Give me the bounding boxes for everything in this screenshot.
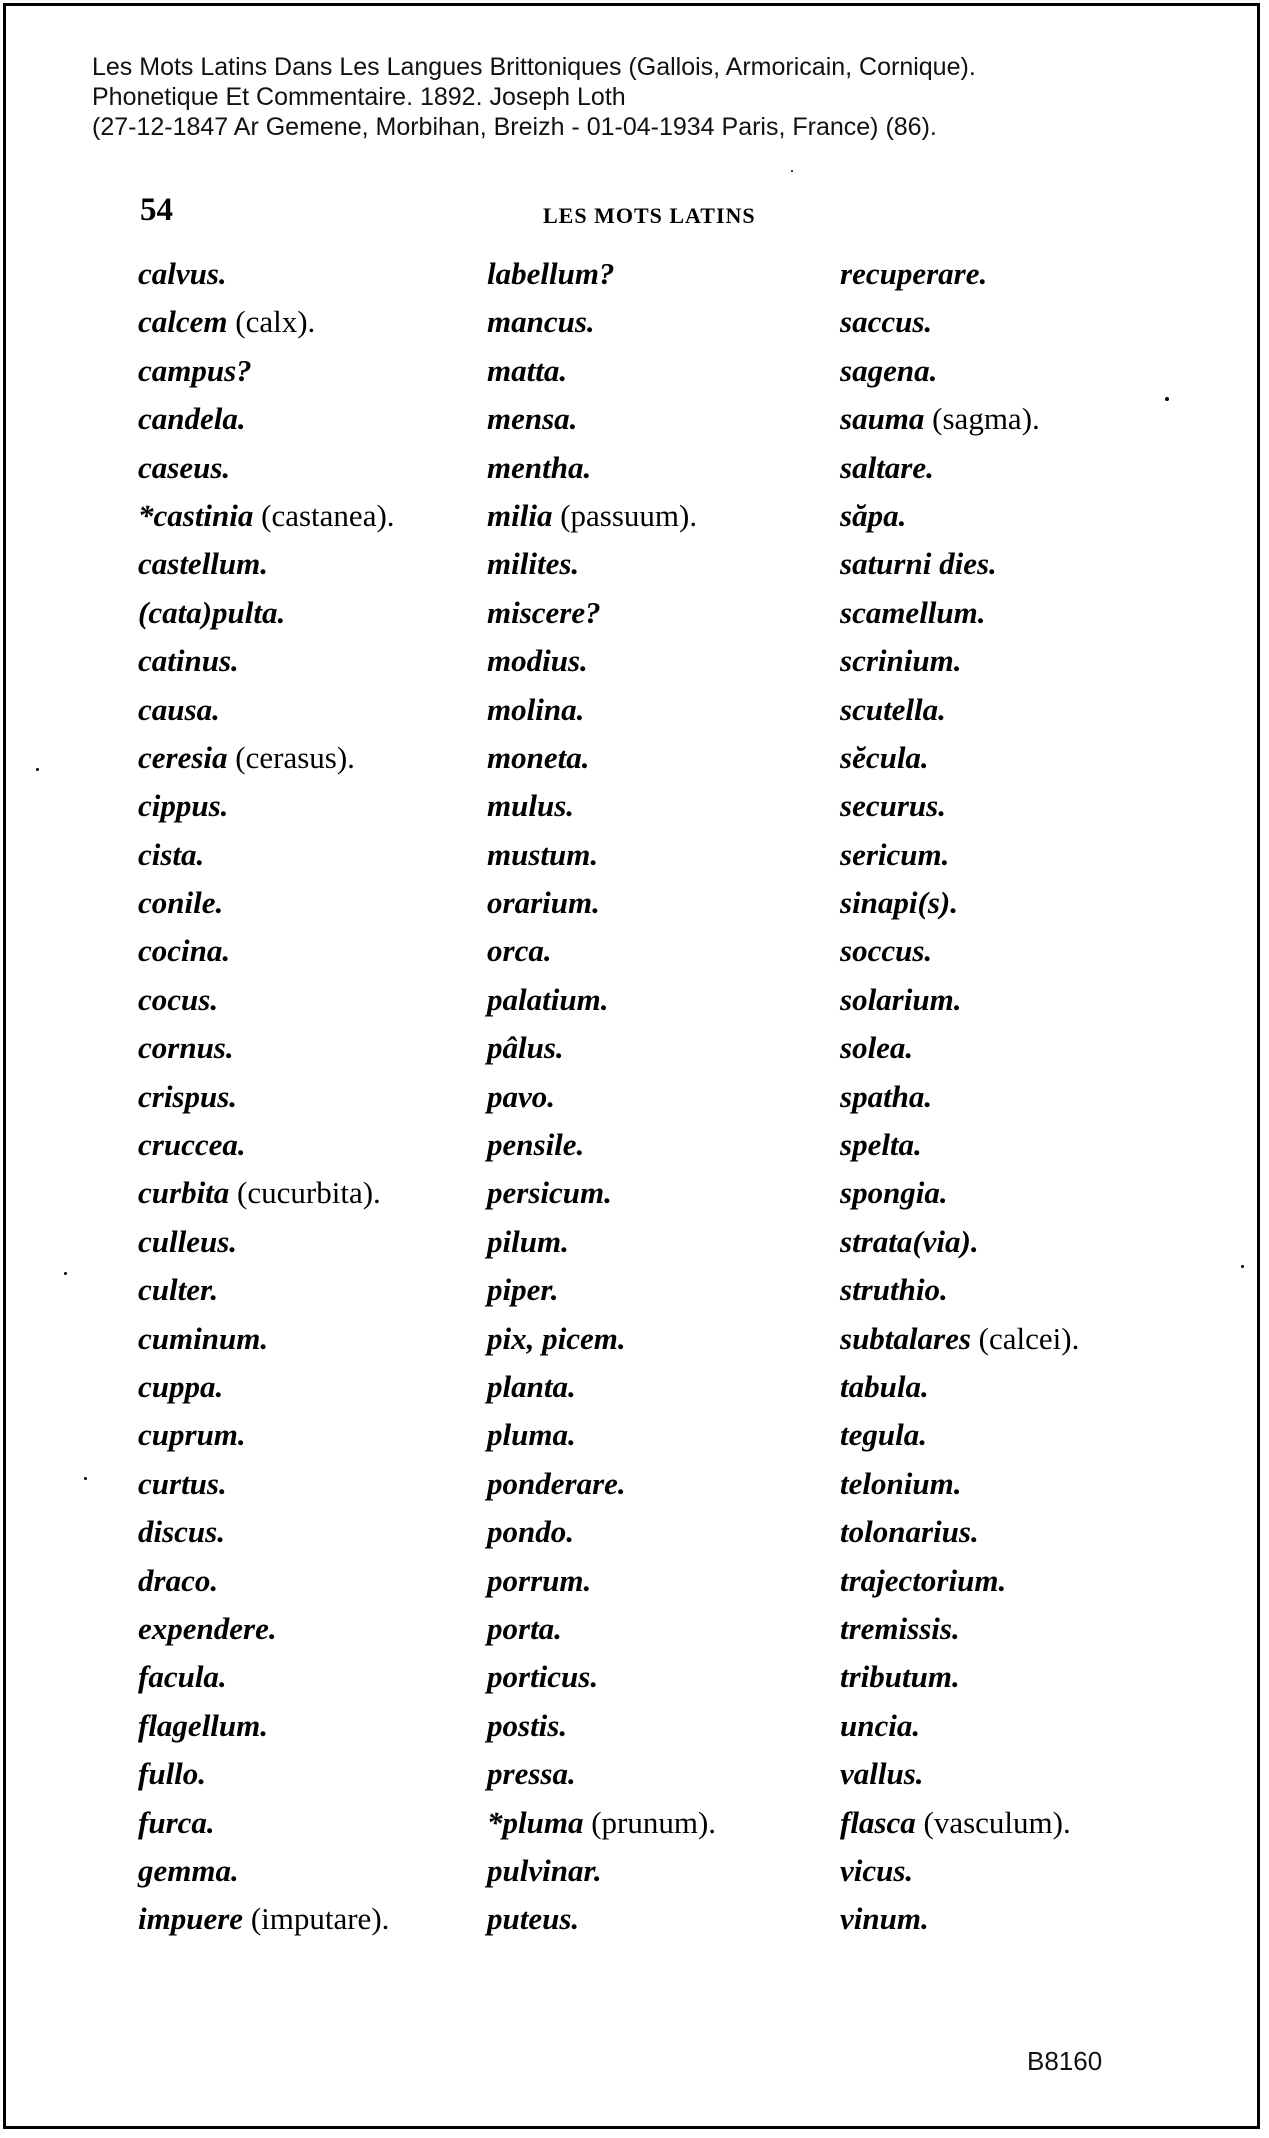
word-entry [487,1460,716,1508]
latin-word: orca. [487,933,552,969]
latin-word: tolonarius. [840,1514,979,1550]
word-entry [840,637,1079,685]
latin-word: porta. [487,1610,562,1646]
word-entry [487,927,716,975]
classical-gloss: (vasculum). [915,1804,1071,1840]
latin-word: porrum. [487,1562,592,1598]
latin-word: caseus. [138,449,231,485]
word-entry [840,686,1079,734]
latin-word: spatha. [840,1078,933,1114]
latin-word: discus. [138,1514,225,1550]
word-entry [840,1653,1079,1701]
word-entry [840,540,1079,588]
word-entry [840,782,1079,830]
word-entry [840,1121,1079,1169]
word-entry [840,347,1079,395]
word-entry [487,1750,716,1798]
latin-word: mancus. [487,304,595,340]
scan-speck [64,1272,67,1275]
latin-word: mensa. [487,401,578,437]
catalog-code: B8160 [1027,2046,1103,2076]
word-entry [487,1218,716,1266]
latin-word: *pluma [487,1804,584,1840]
word-entry [487,589,716,637]
latin-word: miscere? [487,594,601,630]
word-entry [840,879,1079,927]
word-entry [138,1266,395,1314]
classical-gloss: (cucurbita). [229,1175,381,1211]
word-entry [138,1605,395,1653]
latin-word: fullo. [138,1756,207,1792]
classical-gloss: (sagma). [924,401,1040,437]
word-entry [138,879,395,927]
latin-word: flagellum. [138,1707,269,1743]
latin-word: recuperare. [840,256,988,291]
latin-word: subtalares [840,1320,971,1356]
word-entry [840,1411,1079,1459]
word-entry [138,395,395,443]
latin-word: ponderare. [487,1465,626,1501]
word-entry [138,444,395,492]
classical-gloss: (calcei). [970,1320,1080,1356]
latin-word: milites. [487,546,580,582]
word-column-1 [138,250,395,1944]
word-entry [138,1895,395,1943]
latin-word: expendere. [138,1610,277,1646]
word-entry [840,1557,1079,1605]
latin-word: planta. [487,1368,576,1404]
word-entry [487,1847,716,1895]
latin-word: tabula. [840,1368,929,1404]
word-entry [138,1557,395,1605]
latin-word: spongia. [840,1175,948,1211]
word-entry [487,1024,716,1072]
latin-word: struthio. [840,1272,948,1308]
word-entry [487,1121,716,1169]
word-entry [138,1218,395,1266]
latin-word: gemma. [138,1852,239,1888]
word-entry [487,1169,716,1217]
latin-word: saltare. [840,449,934,485]
word-entry [138,1799,395,1847]
word-entry [840,1073,1079,1121]
latin-word: scrinium. [840,643,962,679]
classical-gloss: (passuum). [552,497,698,533]
word-entry [487,1605,716,1653]
latin-word: culter. [138,1272,219,1308]
latin-word: tributum. [840,1659,960,1695]
word-entry [840,927,1079,975]
classical-gloss: (cerasus). [227,739,355,775]
word-entry [840,1266,1079,1314]
latin-word: mulus. [487,788,575,824]
latin-word: vicus. [840,1852,914,1888]
latin-word: cocus. [138,981,219,1017]
word-entry [487,1363,716,1411]
latin-word: uncia. [840,1707,921,1743]
latin-word: castellum. [138,546,269,582]
latin-word: soccus. [840,933,933,969]
word-entry [487,444,716,492]
latin-word: milia [487,497,553,533]
latin-word: cuminum. [138,1320,269,1356]
classical-gloss: (calx). [227,304,316,340]
word-entry [487,1266,716,1314]
word-entry [138,637,395,685]
latin-word: puteus. [487,1901,580,1937]
word-entry [487,1073,716,1121]
latin-word: saccus. [840,304,933,340]
latin-word: sĕcula. [840,739,929,775]
latin-word: solarium. [840,981,962,1017]
latin-word: molina. [487,691,585,727]
word-entry [487,1508,716,1556]
latin-word: matta. [487,352,568,388]
latin-word: trajectorium. [840,1562,1007,1598]
latin-word: securus. [840,788,946,824]
latin-word: orarium. [487,885,600,921]
latin-word: sauma [840,401,925,437]
word-entry [138,927,395,975]
word-entry [840,976,1079,1024]
latin-word: saturni dies. [840,546,997,582]
scan-speck [84,1477,87,1480]
latin-word: calvus. [138,256,227,291]
word-entry [840,1895,1079,1943]
latin-word: telonium. [840,1465,962,1501]
scan-speck [1165,397,1169,401]
word-entry [138,1653,395,1701]
latin-word: vinum. [840,1901,929,1937]
latin-word: porticus. [487,1659,599,1695]
word-entry [487,395,716,443]
word-entry [138,734,395,782]
word-entry [487,686,716,734]
latin-word: campus? [138,352,252,388]
classical-gloss: (imputare). [243,1901,390,1937]
scan-speck [36,768,39,771]
classical-gloss: (prunum). [583,1804,717,1840]
latin-word: flasca [840,1804,916,1840]
word-entry [138,250,395,298]
latin-word: cocina. [138,933,231,969]
classical-gloss: (castanea). [253,497,395,533]
word-entry [138,540,395,588]
latin-word: pondo. [487,1514,574,1550]
latin-word: mustum. [487,836,599,872]
latin-word: cruccea. [138,1127,246,1163]
word-entry [840,1702,1079,1750]
word-entry [138,831,395,879]
latin-word: strata(via). [840,1223,979,1259]
word-entry [840,1847,1079,1895]
latin-word: sericum. [840,836,950,872]
word-entry [840,250,1079,298]
latin-word: pressa. [487,1756,576,1792]
running-head: LES MOTS LATINS [543,203,756,228]
header-line-1: Les Mots Latins Dans Les Langues Brittoniques (Gallois, Armoricain, Cornique). [92,53,976,81]
word-entry [138,1073,395,1121]
latin-word: cuprum. [138,1417,246,1453]
latin-word: vallus. [840,1756,924,1792]
latin-word: palatium. [487,981,609,1017]
word-entry [487,298,716,346]
latin-word: modius. [487,643,588,679]
word-entry [138,492,395,540]
scan-speck [791,170,793,172]
word-entry [138,1702,395,1750]
header-line-2: Phonetique Et Commentaire. 1892. Joseph Loth [92,83,626,111]
latin-word: furca. [138,1804,215,1840]
latin-word: tremissis. [840,1610,960,1646]
latin-word: pâlus. [487,1030,564,1066]
word-entry [138,589,395,637]
latin-word: pulvinar. [487,1852,602,1888]
latin-word: pavo. [487,1078,556,1114]
bibliographic-header [92,52,976,142]
word-entry [487,734,716,782]
word-entry [840,1605,1079,1653]
word-entry [487,1315,716,1363]
latin-word: facula. [138,1659,227,1695]
latin-word: pix, picem. [487,1320,626,1356]
word-entry [840,1169,1079,1217]
word-entry [487,1895,716,1943]
word-entry [487,492,716,540]
latin-word: cippus. [138,788,229,824]
word-entry [138,298,395,346]
latin-word: mentha. [487,449,592,485]
word-entry [487,1799,716,1847]
word-entry [840,1799,1079,1847]
latin-word: calcem [138,304,228,340]
word-entry [138,1315,395,1363]
word-entry [138,1847,395,1895]
latin-word: scamellum. [840,594,986,630]
latin-word: curtus. [138,1465,227,1501]
word-entry [138,1460,395,1508]
word-entry [840,298,1079,346]
word-entry [138,347,395,395]
word-entry [138,782,395,830]
word-entry [138,1411,395,1459]
latin-word: moneta. [487,739,590,775]
word-entry [840,1363,1079,1411]
word-entry [840,492,1079,540]
latin-word: *castinia [138,497,254,533]
word-entry [487,782,716,830]
word-entry [138,1024,395,1072]
word-entry [138,1750,395,1798]
word-entry [487,1411,716,1459]
latin-word: săpa. [840,497,907,533]
latin-word: labellum? [487,256,615,291]
word-entry [487,1557,716,1605]
latin-word: conile. [138,885,224,921]
word-entry [840,1218,1079,1266]
latin-word: postis. [487,1707,568,1743]
page-number: 54 [140,192,173,228]
scan-speck [1241,1265,1244,1268]
latin-word: crispus. [138,1078,238,1114]
word-entry [487,637,716,685]
latin-word: cista. [138,836,205,872]
word-entry [487,1702,716,1750]
latin-word: (cata)pulta. [138,594,286,630]
latin-word: solea. [840,1030,914,1066]
latin-word: ceresia [138,739,228,775]
latin-word: curbita [138,1175,230,1211]
word-entry [138,1508,395,1556]
latin-word: spelta. [840,1127,922,1163]
word-entry [840,734,1079,782]
header-line-3: (27-12-1847 Ar Gemene, Morbihan, Breizh - 01-04-1934 Paris, France) (86). [92,113,937,141]
latin-word: sinapi(s). [840,885,958,921]
latin-word: pluma. [487,1417,576,1453]
latin-word: causa. [138,691,220,727]
word-entry [487,1653,716,1701]
latin-word: draco. [138,1562,219,1598]
word-entry [840,1508,1079,1556]
word-entry [487,976,716,1024]
word-entry [138,1169,395,1217]
latin-word: candela. [138,401,246,437]
latin-word: cuppa. [138,1368,224,1404]
word-entry [138,976,395,1024]
latin-word: catinus. [138,643,239,679]
word-entry [138,1363,395,1411]
latin-word: culleus. [138,1223,238,1259]
latin-word: pensile. [487,1127,585,1163]
word-entry [840,589,1079,637]
latin-word: tegula. [840,1417,927,1453]
latin-word: piper. [487,1272,559,1308]
word-entry [840,395,1079,443]
word-entry [840,1315,1079,1363]
latin-word: persicum. [487,1175,612,1211]
word-entry [487,831,716,879]
word-entry [840,1460,1079,1508]
word-entry [138,686,395,734]
word-column-2 [487,250,716,1944]
word-entry [138,1121,395,1169]
latin-word: pilum. [487,1223,569,1259]
word-entry [487,250,716,298]
word-entry [840,1024,1079,1072]
word-entry [487,347,716,395]
word-entry [840,1750,1079,1798]
latin-word: sagena. [840,352,938,388]
latin-word: impuere [138,1901,244,1937]
word-entry [487,879,716,927]
latin-word: scutella. [840,691,946,727]
latin-word: cornus. [138,1030,234,1066]
word-entry [487,540,716,588]
word-column-3 [840,250,1079,1944]
word-entry [840,831,1079,879]
word-entry [840,444,1079,492]
